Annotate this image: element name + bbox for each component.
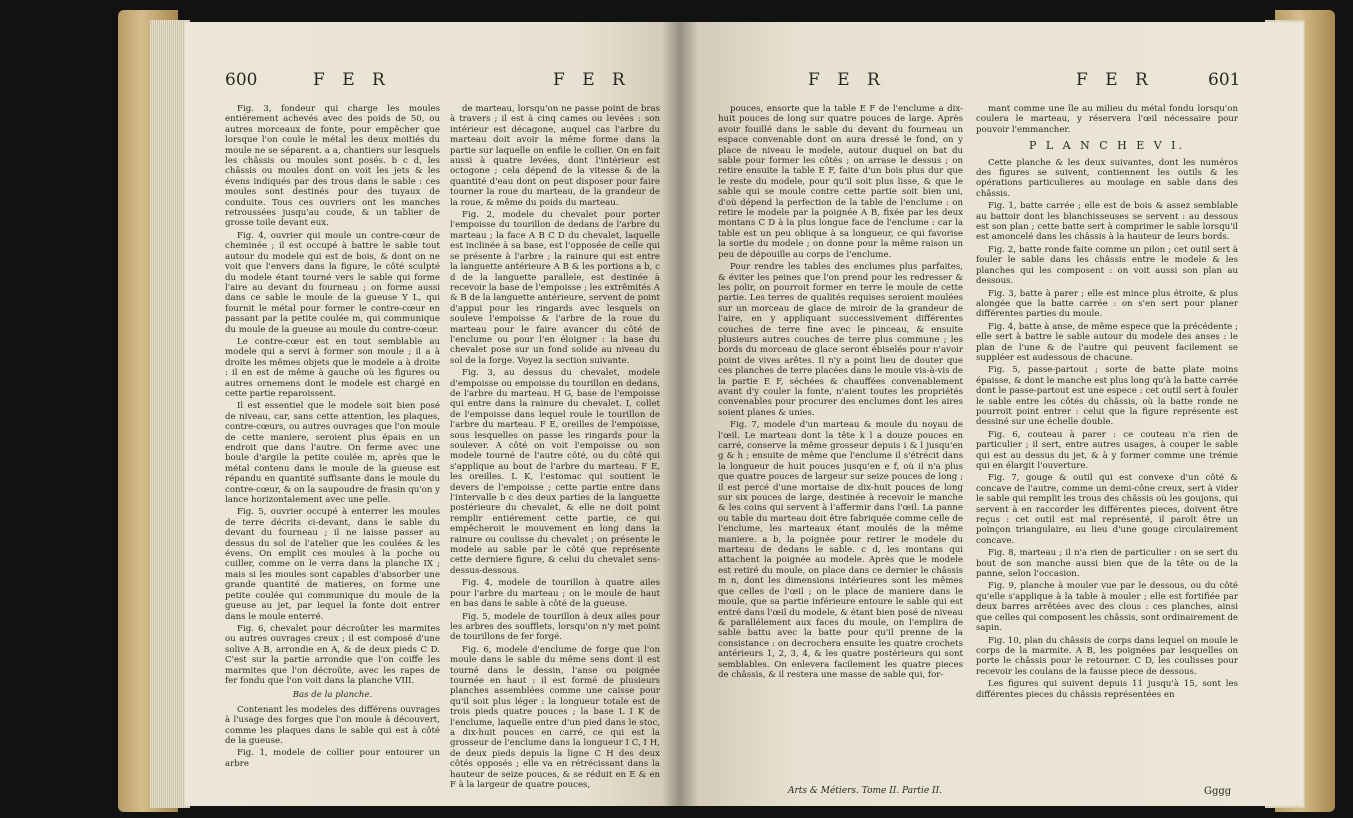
- paragraph: Fig. 2, modele du chevalet pour porter l'empoisse du tourillon de dedans de l'arbre du marteau ; la face A B C D du chevalet, laquelle est inclinée à sa base, est l'opposée de celle qui se présente à l'arbre ; la rainure qui est entre la languette antérieure A B & les portions a b, c d de la languette parallele, est destinée à recevoir la base de l'empoisse ; les extrêmités A & B de la languette antérieure, servent de point d'appui pour les ringards avec lesquels on souleve l'empoisse & l'arbre de la roue du marteau pour le faire avancer du côté de l'enclume ou pour l'en éloigner : la base du chevalet pose sur un fond solide au niveau du sol de la forge. Voyez la section suivante.: [450, 210, 660, 366]
- left-page-header: [185, 70, 678, 94]
- paragraph: Fig. 1, modele de collier pour entourer un arbre: [225, 748, 440, 769]
- paragraph: Fig. 3, batte à parer ; elle est mince plus étroite, & plus alongée que la batte carrée : on s'en sert pour planer différentes parties du moule.: [976, 288, 1238, 320]
- paragraph: Fig. 9, planche à mouler vue par le dessous, ou du côté qu'elle s'applique à la table à mouler ; elle est fortifiée par deux barres arrêtées avec des clous : ces planches, ainsi que celles qui composent les châssis, sont ordinairement de sapin.: [976, 581, 1238, 634]
- running-head: F E R: [553, 70, 631, 90]
- right-page: [678, 22, 1303, 806]
- paragraph: pouces, ensorte que la table E F de l'enclume a dix-huit pouces de long sur quatre pouces de large. Après avoir fouillé dans le sable du devant du fourneau un espace convenable dont on aura dressé le fond, on y place de niveau le modele, autour duquel on bat du sable pour former les côtés ; on arrase le dessus ; on retire ensuite la table E F, faite d'un bois plus dur que le reste du modele, pour qu'il soit plus lisse, & que le sable qui se moule contre cette partie soit bien uni, d'où dépend la perfection de la table de l'enclume : on retire le modele par la poignée A B, fixée par les deux montans C D à la plus longue face de l'enclume : car la table est un peu oblique à sa longueur, ce qui favorise la sortie du modele ; on donne pour la même raison un peu de dépouille au corps de l'enclume.: [718, 104, 963, 260]
- paragraph: Fig. 2, batte ronde faite comme un pilon ; cet outil sert à fouler le sable dans les châssis entre le modele & les planches qui les composent : on voit aussi son plan au dessous.: [976, 244, 1238, 287]
- page-edges-left: [150, 20, 190, 808]
- paragraph: Fig. 3, au dessus du chevalet, modele d'empoisse ou empoisse du tourillon en dedans, de l'arbre du marteau. H G, base de l'empoisse qui entre dans la rainure du chevalet. I, collet de l'empoisse dans lequel roule le tourillon de l'arbre du marteau. F E, oreilles de l'empoisse, sous lesquelles on passe les ringards pour la soulever. A côté on voit l'empoisse ou son modele tourné de l'autre côté, ou du côté qui s'applique au bout de l'arbre du marteau. F E, les oreilles. L K, l'estomac qui soutient le devers de l'empoisse ; cette partie entre dans l'intervalle b c des deux parties de la languette postérieure du chevalet, & elle ne doit point remplir entiérement cette partie, ce qui empêcheroit le mouvement en long dans la rainure ou coulisse du chevalet ; on présente le modele au sable par le côté que représente cette derniere figure, & celui du chevalet sens-dessus-dessous.: [450, 368, 660, 576]
- running-head: F E R: [808, 70, 886, 90]
- paragraph: Fig. 4, batte à anse, de même espece que la précédente ; elle sert à battre le sable autour du modele des anses : le plan de l'une & de l'autre qui peuvent facilement se suppléer est audessous de chacune.: [976, 321, 1238, 363]
- book-gutter: [662, 22, 698, 806]
- page-footer: Arts & Métiers. Tome II. Partie II.: [788, 786, 943, 796]
- signature-mark: Gggg: [1204, 786, 1232, 797]
- paragraph: de marteau, lorsqu'on ne passe point de bras à travers ; il est à cinq cames ou levées : son intérieur est décagone, auquel cas l'arbre du marteau doit avoir la même forme dans la partie sur laquelle on enfile le collier. On en fait aussi à quatre levées, dont l'intérieur est octogone ; cela dépend de la vitesse & de la quantité d'eau dont on peut disposer pour faire tourner la roue du marteau, de la grandeur de la roue, & même du poids du marteau.: [450, 104, 660, 208]
- paragraph: Fig. 5, passe-partout ; sorte de batte plate moins épaisse, & dont le manche est plus long qu'à la batte carrée dont le passe-partout est une espece : cet outil sert à fouler le sable entre les côtés du châssis, où la batte ronde ne pourroit point entrer : celui que la figure représente est dessiné sur une échelle double.: [976, 365, 1238, 428]
- page-number: 600: [225, 70, 258, 90]
- paragraph: Fig. 7, modele d'un marteau & moule du noyau de l'œil. Le marteau dont la tête k l a douze pouces en carré, conserve la même grosseur depuis i & l jusqu'en g & h ; ensuite de même que l'enclume il s'étrécit dans la longueur de huit pouces jusqu'en e f, où il n'a plus que quatre pouces de largeur sur seize pouces de long ; il est percé d'une mortaise de dix-huit pouces de long sur six pouces de large, destinée à recevoir le manche & les coins qui servent à l'affermir dans l'œil. La panne ou table du marteau doit être fabriquée comme celle de l'enclume, les marteaux étant moulés de la même maniere. a b, la poignée pour retirer le modele du marteau de dedans le sable. c d, les montans qui attachent la poignée au modele. Après que le modele est retiré du moule, on place dans ce dernier le châssis m n, dont les dimensions intérieures sont les mêmes que celles de l'œil ; on le place de maniere dans le moule, que sa partie inférieure entoure le sable qui est entré dans l'œil du modele, & étant bien posé de niveau & parallélement aux faces du moule, on l'emplira de sable battu avec la batte pour qu'il prenne de la consistance : on decrochera ensuite les quatre crochets antérieurs 1, 2, 3, 4, & les quatre postérieurs qui sont semblables. On enlevera facilement les quatre pieces de châssis, & il restera une masse de sable qui, for-: [718, 420, 963, 680]
- section-subheading: Bas de la planche.: [292, 690, 373, 701]
- plate-heading: P L A N C H E V I.: [1028, 139, 1186, 153]
- paragraph: Pour rendre les tables des enclumes plus parfaites, & éviter les peines que l'on prend pour les redresser & les polir, on pourroit former en terre le moule de cette partie. Les terres de qualités requises seroient moulées sur un morceau de glace de miroir de la grandeur de l'aire, en y appliquant successivement différentes couches de terre fine avec le pinceau, & ensuite plusieurs autres couches de terre plus commune ; les bords du morceau de glace seront ébiselés pour n'avoir point de vives arêtes. Il n'y a point lieu de douter que ces planches de terre placées dans le moule vis-à-vis de la partie E F, séchées & chauffées convenablement avant d'y couler la fonte, n'aient toutes les propriétés convenables pour procurer des enclumes dont les aires soient planes & unies.: [718, 262, 963, 418]
- paragraph: Fig. 5, ouvrier occupé à enterrer les moules de terre décrits ci-devant, dans le sable du devant du fourneau ; il ne laisse passer au dessus du sol de l'atelier que les coulées & les évens. On emplit ces moules à la poche ou cuiller, comme on le verra dans la planche IX ; mais si les moules sont capables d'absorber une grande quantité de matieres, on forme une petite coulée qui communique du moule de la gueuse au jet, par lequel la fonte doit entrer dans le moule enterré.: [225, 507, 440, 622]
- paragraph: Fig. 3, fondeur qui charge les moules entiérement achevés avec des poids de 50, ou autres morceaux de fonte, pour empêcher que lorsque l'on coule le métal les deux moitiés du moule ne se séparent. a a, chantiers sur lesquels les châssis ou moules sont posés. b c d, les châssis ou moules dont on voit les jets & les évens indiqués par des trous dans le sable : ces moules sont destinés pour des tuyaux de conduite. Tous ces ouvriers ont les manches retroussées jusqu'au coude, & un tablier de grosse toile devant eux.: [225, 104, 440, 229]
- paragraph: Fig. 6, couteau à parer : ce couteau n'a rien de particulier ; il sert, entre autres usages, à couper le sable qui est au dessus du jet, & à y former comme une trémie qui en élargit l'ouverture.: [976, 429, 1238, 471]
- page-number: 601: [1208, 70, 1241, 90]
- paragraph: Fig. 4, ouvrier qui moule un contre-cœur de cheminée ; il est occupé à battre le sable tout autour du modele qui est de bois, & dont on ne voit que l'envers dans la figure, le côté sculpté du modele étant tourné vers le sable qui forme l'aire au devant du fourneau ; on forme aussi dans ce sable le moule de la gueuse Y L, qui fournit le métal pour former le contre-cœur en passant par la petite coulée m, qui communique du moule de la gueuse au moule du contre-cœur.: [225, 230, 440, 335]
- paragraph: Il est essentiel que le modele soit bien posé de niveau, car, sans cette attention, les plaques, contre-cœurs, ou autres ouvrages que l'on moule de cette maniere, seroient plus épais en un endroit que dans l'autre. On ferme avec une boule d'argile la petite coulée m, après que le métal contenu dans le moule de la gueuse est répandu en quantité suffisante dans le moule du contre-cœur, & on la saupoudre de frasin qu'on y lance horizontalement avec une pelle.: [225, 401, 440, 506]
- paragraph: Cette planche & les deux suivantes, dont les numéros des figures se suivent, contiennent les outils & les opérations particulieres au moulage en sable dans des châssis.: [976, 157, 1238, 199]
- running-head: F E R: [1076, 70, 1154, 90]
- paragraph: Fig. 7, gouge & outil qui est convexe d'un côté & concave de l'autre, comme un demi-cône creux, sert à vider le sable qui remplit les trous des châssis où les goujons, qui servent à en raccorder les différentes pieces, doivent être reçus : cet outil est mal représenté, il paroît être un poinçon triangulaire, au lieu d'une gouge circulairement concave.: [976, 473, 1238, 546]
- text-column-3: [718, 104, 963, 682]
- paragraph: Fig. 10, plan du châssis de corps dans lequel on moule le corps de la marmite. A B, les poignées par lesquelles on porte le châssis pour le retourner. C D, les coulisses pour recevoir les coulans de la fausse piece de dessous.: [976, 635, 1238, 677]
- paragraph: Contenant les modeles des différens ouvrages à l'usage des forges que l'on moule à découvert, comme les plaques dans le sable qui est à côté de la gueuse.: [225, 704, 440, 746]
- paragraph: Fig. 1, batte carrée ; elle est de bois & assez semblable au battoir dont les blanchisseuses se servent : au dessous est son plan ; cette batte sert à comprimer le sable lorsqu'il est amoncelé dans les châssis à la hauteur de leurs bords.: [976, 201, 1238, 243]
- text-column-2: [450, 104, 660, 792]
- running-head: F E R: [313, 70, 391, 90]
- text-column-4: [976, 104, 1238, 702]
- left-page: [185, 22, 678, 806]
- paragraph: mant comme une île au milieu du métal fondu lorsqu'on coulera le marteau, y réservera l'œil nécessaire pour pouvoir l'emmancher.: [976, 104, 1238, 135]
- text-column-1: [225, 104, 440, 771]
- paragraph: Fig. 6, modele d'enclume de forge que l'on moule dans le sable du même sens dont il est tourné dans le dessin, l'anse ou poignée tournée en haut : il est formé de plusieurs planches assemblées comme une caisse pour qu'il soit plus léger : la longueur totale est de trois pieds quatre pouces ; la base L I K de l'enclume, laquelle entre d'un pied dans le stoc, a dix-huit pouces en carré, ce qui est la grosseur de l'enclume dans la longueur I C, I H, de deux pieds depuis la ligne C H des deux côtés opposés ; elle va en rétrécissant dans la hauteur de seize pouces, & se réduit en E & en F à la largeur de quatre pouces,: [450, 644, 660, 790]
- paragraph: Le contre-cœur est en tout semblable au modele qui a servi à former son moule ; il a à droite les mêmes objets que le modele a à droite : il en est de même à gauche où les figures ou autres ornemens dont le modele est chargé en cette partie reparoissent.: [225, 336, 440, 399]
- paragraph: Fig. 6, chevalet pour décroûter les marmites ou autres ouvrages creux ; il est composé d'une solive A B, arrondie en A, & de deux pieds C D. C'est sur la partie arrondie que l'on coiffe les marmites que l'on décroûte, avec les rapes de fer fondu que l'on voit dans la planche VIII.: [225, 623, 440, 686]
- paragraph: Fig. 8, marteau ; il n'a rien de particulier : on se sert du bout de son manche aussi bien que de la tête ou de la panne, selon l'occasion.: [976, 548, 1238, 580]
- paragraph: Fig. 5, modele de tourillon à deux ailes pour les arbres des soufflets, lorsqu'on n'y met point de tourillons de fer forgé.: [450, 611, 660, 643]
- paragraph: Les figures qui suivent depuis 11 jusqu'à 15, sont les différentes pieces du châssis représentées en: [976, 679, 1238, 700]
- paragraph: Fig. 4, modele de tourillon à quatre ailes pour l'arbre du marteau ; on le moule de haut en bas dans le sable à côté de la gueuse.: [450, 578, 660, 610]
- right-page-header: [678, 70, 1303, 94]
